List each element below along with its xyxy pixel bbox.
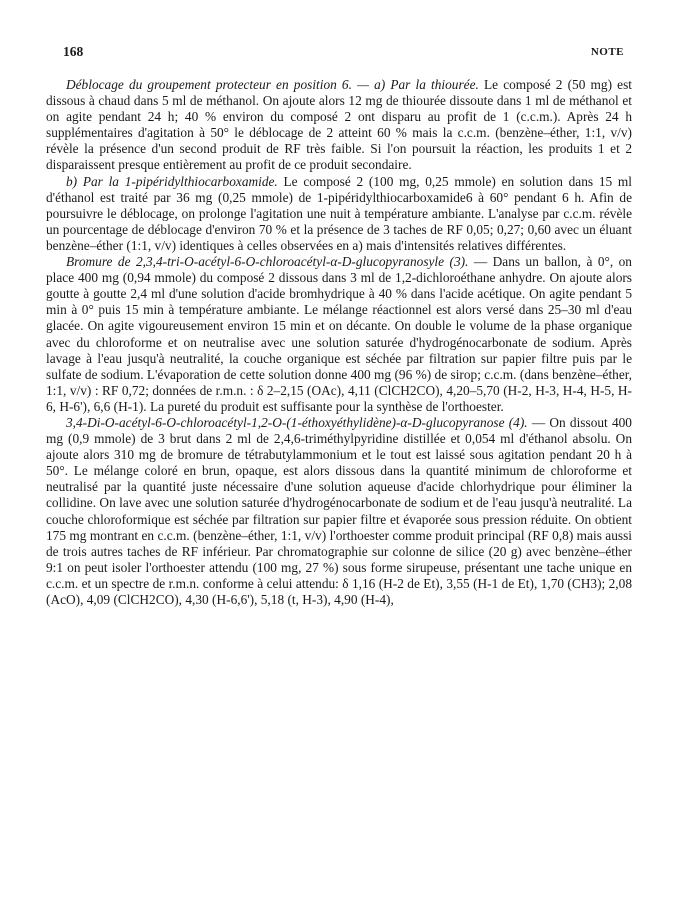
paragraph-text: Le composé 2 (50 mg) est dissous à chaud dans 5 ml de méthanol. On ajoute alors 12 mg de thiourée dissoute dans 1 ml de méthanol et on agite pendant 24 h; 40 % environ du composé 2 ont disparu au profit de 1 (c.c.m.). Après 24 h supplémentaires d'agitation à 50° le déblocage de 2 atteint 60 % mais la c.c.m. (benzène–éther, 1:1, v/v) révèle la présence d'un second produit de RF très faible. Si l'on poursuit la réaction, les produits 1 et 2 disparaissent presque entièrement au profit de ce produit secondaire. bbox=[46, 77, 632, 173]
paragraph-heading: b) Par la 1-pipéridylthiocarboxamide. bbox=[66, 173, 278, 189]
paragraph-text: — On dissout 400 mg (0,9 mmole) de 3 brut dans 2 ml de 2,4,6-triméthylpyridine distillée et 0,054 ml d'éthanol absolu. On ajoute alors 310 mg de bromure de tétrabutylammonium et le tout est laissé sous agitation pendant 20 h à 50°. Le mélange coloré en brun, opaque, est alors dissous dans la quantité minimum de chloroforme et neutralisé par la quantité juste nécessaire d'une solution aqueuse d'acide chlorhydrique pour éliminer la collidine. On lave avec une solution saturée d'hydrogénocarbonate de sodium et de l'eau jusqu'à neutralité. La couche chloroformique est séchée par filtration sur papier filtre et évaporée sous pression réduite. On obtient 175 mg montrant en c.c.m. (benzène–éther, 1:1, v/v) l'orthoester comme produit principal (RF 0,8) mais aussi de trois autres taches de RF inférieur. Par chromatographie sur colonne de silice (20 g) avec benzène–éther 9:1 on peut isoler l'orthoester attendu (100 mg, 27 %) sous forme sirupeuse, présentant une tache unique en c.c.m. et un spectre de r.m.n. conforme à celui attendu: δ 1,16 (H-2 de Et), 3,55 (H-1 de Et), 1,70 (CH3); 2,08 (AcO), 4,09 (ClCH2CO), 4,30 (H-6,6'), 5,18 (t, H-3), 4,90 (H-4), bbox=[46, 414, 632, 607]
paragraph-heading: Déblocage du groupement protecteur en position 6. — a) Par la thiourée. bbox=[66, 77, 479, 92]
paragraph-text: — Dans un ballon, à 0°, on place 400 mg (0,94 mmole) du composé 2 dissous dans 3 ml de 1,2-dichloroéthane anhydre. On ajoute alors goutte à goutte 2,4 ml d'une solution d'acide bromhydrique à 40 % dans l'acide acétique. On agite pendant 5 min à 0° puis 15 min à température ambiante. Le mélange réactionnel est alors versé dans 25–30 ml d'eau glacée. On agite vigoureusement environ 15 min et on décante. On double le volume de la phase organique avec du chloroforme et on neutralise avec une solution saturée d'hydrogénocarbonate de sodium. Après lavage à l'eau jusqu'à neutralité, la couche organique est séchée par filtration sur papier filtre puis par le sulfate de sodium. L'évaporation de cette solution donne 400 mg (96 %) de sirop; c.c.m. (dans benzène–éther, 1:1, v/v) : RF 0,72; données de r.m.n. : δ 2–2,15 (OAc), 4,11 (ClCH2CO), 4,20–5,70 (H-2, H-3, H-4, H-5, H-6, H-6'), 6,6 (H-1). La pureté du produit est suffisante pour la synthèse de l'orthoester. bbox=[46, 254, 632, 414]
page-number: 168 bbox=[63, 44, 84, 59]
paragraph-heading: 3,4-Di-O-acétyl-6-O-chloroacétyl-1,2-O-(1-éthoxyéthylidène)-α-D-glucopyranose (4). bbox=[66, 414, 528, 430]
paragraph-text: Le composé 2 (100 mg, 0,25 mmole) en solution dans 15 ml d'éthanol est traité par 36 mg (0,25 mmole) de 1-pipéridylthiocarboxamide6 à 60° pendant 6 h. Afin de poursuivre le déblocage, on prolonge l'agitation une nuit à température ambiante. L'analyse par c.c.m. révèle un pourcentage de déblocage d'environ 70 % et la présence de 3 taches de RF 0,05; 0,27; 0,60 avec un éluant benzène–éther (1:1, v/v) identiques à celles observées en a) mais d'intensités relatives différentes. bbox=[46, 173, 633, 253]
article-body bbox=[46, 77, 632, 608]
running-head: NOTE bbox=[590, 46, 624, 58]
page-header bbox=[63, 44, 624, 64]
paragraph-bromure bbox=[46, 254, 632, 415]
paragraph-orthoester bbox=[46, 415, 632, 608]
paragraph-heading: Bromure de 2,3,4-tri-O-acétyl-6-O-chloroacétyl-α-D-glucopyranosyle (3). bbox=[66, 254, 469, 270]
paragraph-deblocage-piperidyl bbox=[46, 174, 632, 254]
paragraph-deblocage-thiouree bbox=[46, 77, 632, 174]
